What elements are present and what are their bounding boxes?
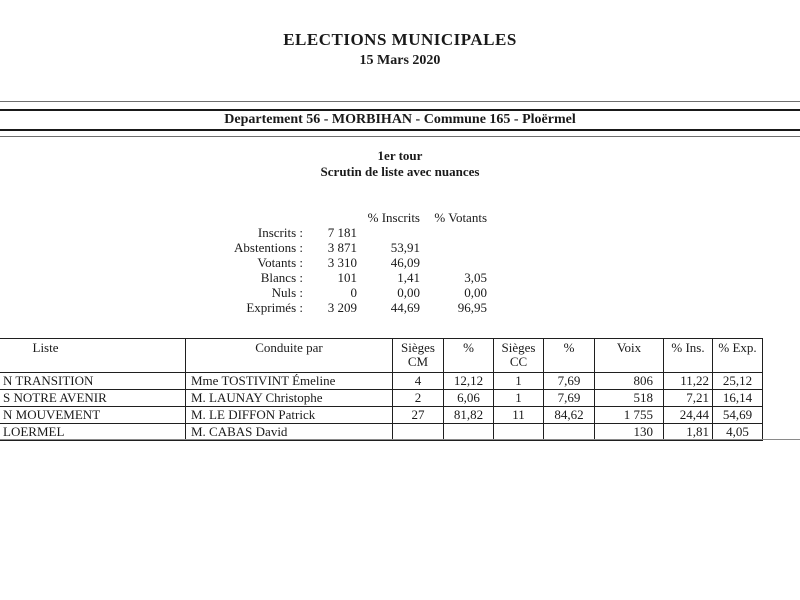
table-row bbox=[0, 407, 763, 424]
cell-sieges-cc: 1 bbox=[494, 373, 544, 390]
cell-pct-ins: 1,81 bbox=[664, 424, 713, 441]
stat-pct-inscrits: 53,91 bbox=[390, 240, 420, 255]
stat-row-abstentions bbox=[183, 240, 487, 255]
col-header-pct-cc: % bbox=[544, 339, 595, 373]
col-header-pct-ins: % Ins. bbox=[664, 339, 713, 373]
results-table bbox=[0, 338, 763, 441]
col-header-pct-cm: % bbox=[444, 339, 494, 373]
stat-label: Exprimés : bbox=[246, 300, 303, 315]
stat-row-exprimes bbox=[183, 300, 487, 315]
stat-label: Abstentions : bbox=[234, 240, 303, 255]
round-subtitle: Scrutin de liste avec nuances bbox=[320, 164, 480, 179]
cell-pct-cm: 81,82 bbox=[444, 407, 494, 424]
cell-pct-cm bbox=[444, 424, 494, 441]
cell-pct-cc bbox=[544, 424, 595, 441]
cell-voix: 1 755 bbox=[595, 407, 664, 424]
cell-liste: N MOUVEMENT bbox=[0, 407, 186, 424]
cell-pct-cm: 12,12 bbox=[444, 373, 494, 390]
cell-sieges-cc: 11 bbox=[494, 407, 544, 424]
stat-label: Votants : bbox=[257, 255, 303, 270]
cell-conduite-par: M. LE DIFFON Patrick bbox=[186, 407, 393, 424]
table-row bbox=[0, 373, 763, 390]
cell-pct-cc: 7,69 bbox=[544, 373, 595, 390]
election-date: 15 Mars 2020 bbox=[359, 53, 441, 68]
cell-voix: 806 bbox=[595, 373, 664, 390]
stat-pct-votants bbox=[420, 255, 487, 270]
col-header-sieges-cc-line1: Sièges bbox=[501, 340, 536, 355]
stat-row-nuls bbox=[183, 285, 487, 300]
cell-voix: 130 bbox=[595, 424, 664, 441]
stat-pct-inscrits: 44,69 bbox=[390, 300, 420, 315]
participation-header-row bbox=[183, 210, 487, 225]
stat-count: 3 310 bbox=[327, 255, 357, 270]
cell-sieges-cc: 1 bbox=[494, 390, 544, 407]
stat-pct-inscrits bbox=[357, 225, 420, 240]
cell-pct-ins: 7,21 bbox=[664, 390, 713, 407]
cell-sieges-cm: 27 bbox=[393, 407, 444, 424]
cell-liste: S NOTRE AVENIR bbox=[0, 390, 186, 407]
table-row bbox=[0, 390, 763, 407]
participation-table bbox=[183, 210, 487, 315]
col-header-sieges-cm-line2: CM bbox=[407, 354, 429, 369]
stat-label: Inscrits : bbox=[257, 225, 303, 240]
cell-sieges-cm: 2 bbox=[393, 390, 444, 407]
spacer-cell bbox=[183, 210, 303, 225]
stat-row-inscrits bbox=[183, 225, 487, 240]
stat-pct-votants: 3,05 bbox=[464, 270, 487, 285]
election-title: ELECTIONS MUNICIPALES bbox=[283, 30, 517, 49]
cell-pct-cc: 84,62 bbox=[544, 407, 595, 424]
stats-header-pct-inscrits: % Inscrits bbox=[367, 210, 420, 225]
stat-count: 3 209 bbox=[327, 300, 357, 315]
stats-header-pct-votants: % Votants bbox=[434, 210, 487, 225]
stat-pct-inscrits: 46,09 bbox=[390, 255, 420, 270]
spacer-cell bbox=[303, 210, 357, 225]
stat-label: Blancs : bbox=[260, 270, 303, 285]
cell-pct-exp: 25,12 bbox=[713, 373, 763, 390]
stat-pct-inscrits: 1,41 bbox=[397, 270, 420, 285]
col-header-liste: Liste bbox=[0, 339, 186, 373]
col-header-sieges-cm-line1: Sièges bbox=[401, 340, 435, 355]
col-header-sieges-cc-line2: CC bbox=[509, 354, 528, 369]
cell-pct-exp: 16,14 bbox=[713, 390, 763, 407]
col-header-sieges-cm bbox=[393, 339, 444, 373]
top-rule bbox=[0, 101, 800, 102]
cell-liste: N TRANSITION bbox=[0, 373, 186, 390]
stat-pct-inscrits: 0,00 bbox=[397, 285, 420, 300]
stat-row-blancs bbox=[183, 270, 487, 285]
results-header-row bbox=[0, 339, 763, 373]
stat-count: 101 bbox=[337, 270, 357, 285]
cell-liste: LOERMEL bbox=[0, 424, 186, 441]
cell-pct-cm: 6,06 bbox=[444, 390, 494, 407]
cell-sieges-cm: 4 bbox=[393, 373, 444, 390]
col-header-pct-exp: % Exp. bbox=[713, 339, 763, 373]
stat-count: 0 bbox=[350, 285, 357, 300]
cell-voix: 518 bbox=[595, 390, 664, 407]
cell-pct-ins: 11,22 bbox=[664, 373, 713, 390]
stat-row-votants bbox=[183, 255, 487, 270]
cell-pct-ins: 24,44 bbox=[664, 407, 713, 424]
stat-count: 3 871 bbox=[327, 240, 357, 255]
cell-pct-exp: 54,69 bbox=[713, 407, 763, 424]
round-title: 1er tour bbox=[377, 148, 423, 163]
mid-rule bbox=[0, 136, 800, 137]
stat-count: 7 181 bbox=[327, 225, 357, 240]
bottom-rule bbox=[0, 439, 800, 440]
cell-sieges-cm bbox=[393, 424, 444, 441]
table-row bbox=[0, 424, 763, 441]
col-header-sieges-cc bbox=[494, 339, 544, 373]
region-bar-text: Departement 56 - MORBIHAN - Commune 165 - Ploërmel bbox=[224, 112, 576, 127]
cell-pct-cc: 7,69 bbox=[544, 390, 595, 407]
col-header-voix: Voix bbox=[595, 339, 664, 373]
stat-pct-votants: 96,95 bbox=[457, 300, 487, 315]
cell-pct-exp: 4,05 bbox=[713, 424, 763, 441]
stat-pct-votants: 0,00 bbox=[464, 285, 487, 300]
stat-label: Nuls : bbox=[271, 285, 303, 300]
stat-pct-votants bbox=[420, 225, 487, 240]
stat-pct-votants bbox=[420, 240, 487, 255]
cell-sieges-cc bbox=[494, 424, 544, 441]
cell-conduite-par: M. CABAS David bbox=[186, 424, 393, 441]
region-bar bbox=[0, 109, 800, 131]
cell-conduite-par: M. LAUNAY Christophe bbox=[186, 390, 393, 407]
col-header-conduite-par: Conduite par bbox=[186, 339, 393, 373]
cell-conduite-par: Mme TOSTIVINT Émeline bbox=[186, 373, 393, 390]
